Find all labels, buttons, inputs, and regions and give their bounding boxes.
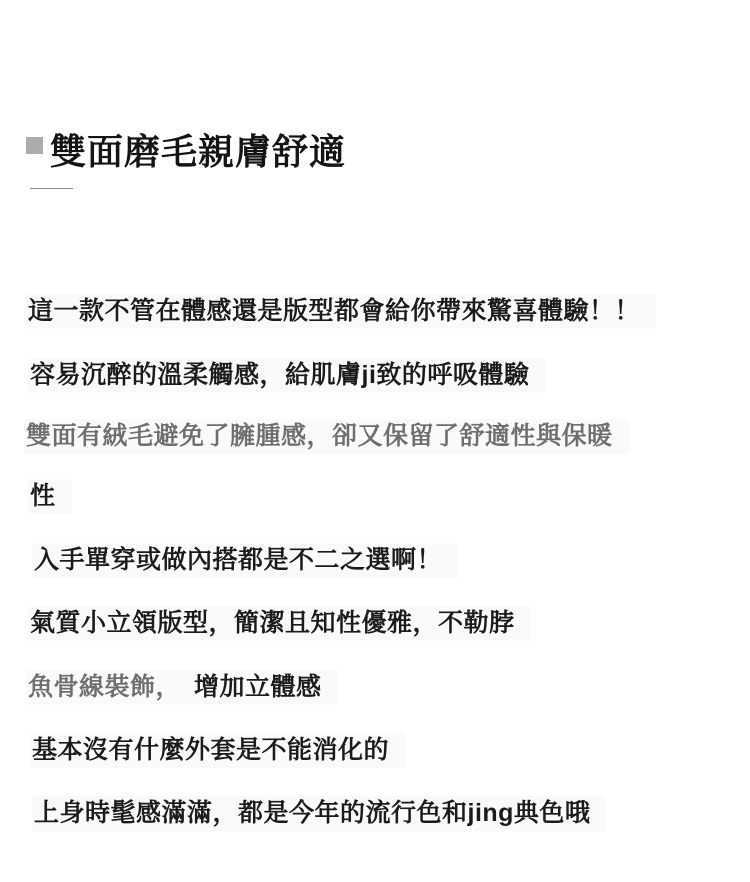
text-segment: 這一款不管在體感還是版型都會給你帶來驚喜體驗！！ [28,297,641,325]
description-line [28,358,545,393]
description-line [32,543,458,578]
description-line [30,733,405,768]
text-segment: 雙面有絨毛避免了臃腫感，卻又保留了舒適性與保暖 [26,422,613,450]
description-line [32,796,606,831]
text-segment: 增加立體感 [168,673,322,701]
page-title: 雙面磨毛親膚舒適 [50,131,347,172]
description-line [26,670,338,705]
text-segment: 入手單穿或做內搭都是不二之選啊！ [34,546,443,574]
description-line [28,479,72,514]
description-line [24,419,629,454]
text-segment: 魚骨線裝飾， [28,673,169,701]
description-line [28,606,531,641]
description-line [26,294,656,329]
text-segment: 氣質小立領版型，簡潔且知性優雅，不勒脖 [30,609,515,637]
text-segment: 容易沉醉的溫柔觸感，給肌膚ji致的呼吸體驗 [30,361,530,389]
title-underline [30,188,73,189]
text-segment: 基本沒有什麼外套是不能消化的 [32,736,390,764]
text-segment: 性 [30,482,56,510]
text-segment: 上身時髦感滿滿，都是今年的流行色和jing典色哦 [34,799,591,827]
title-accent-square [26,137,43,154]
